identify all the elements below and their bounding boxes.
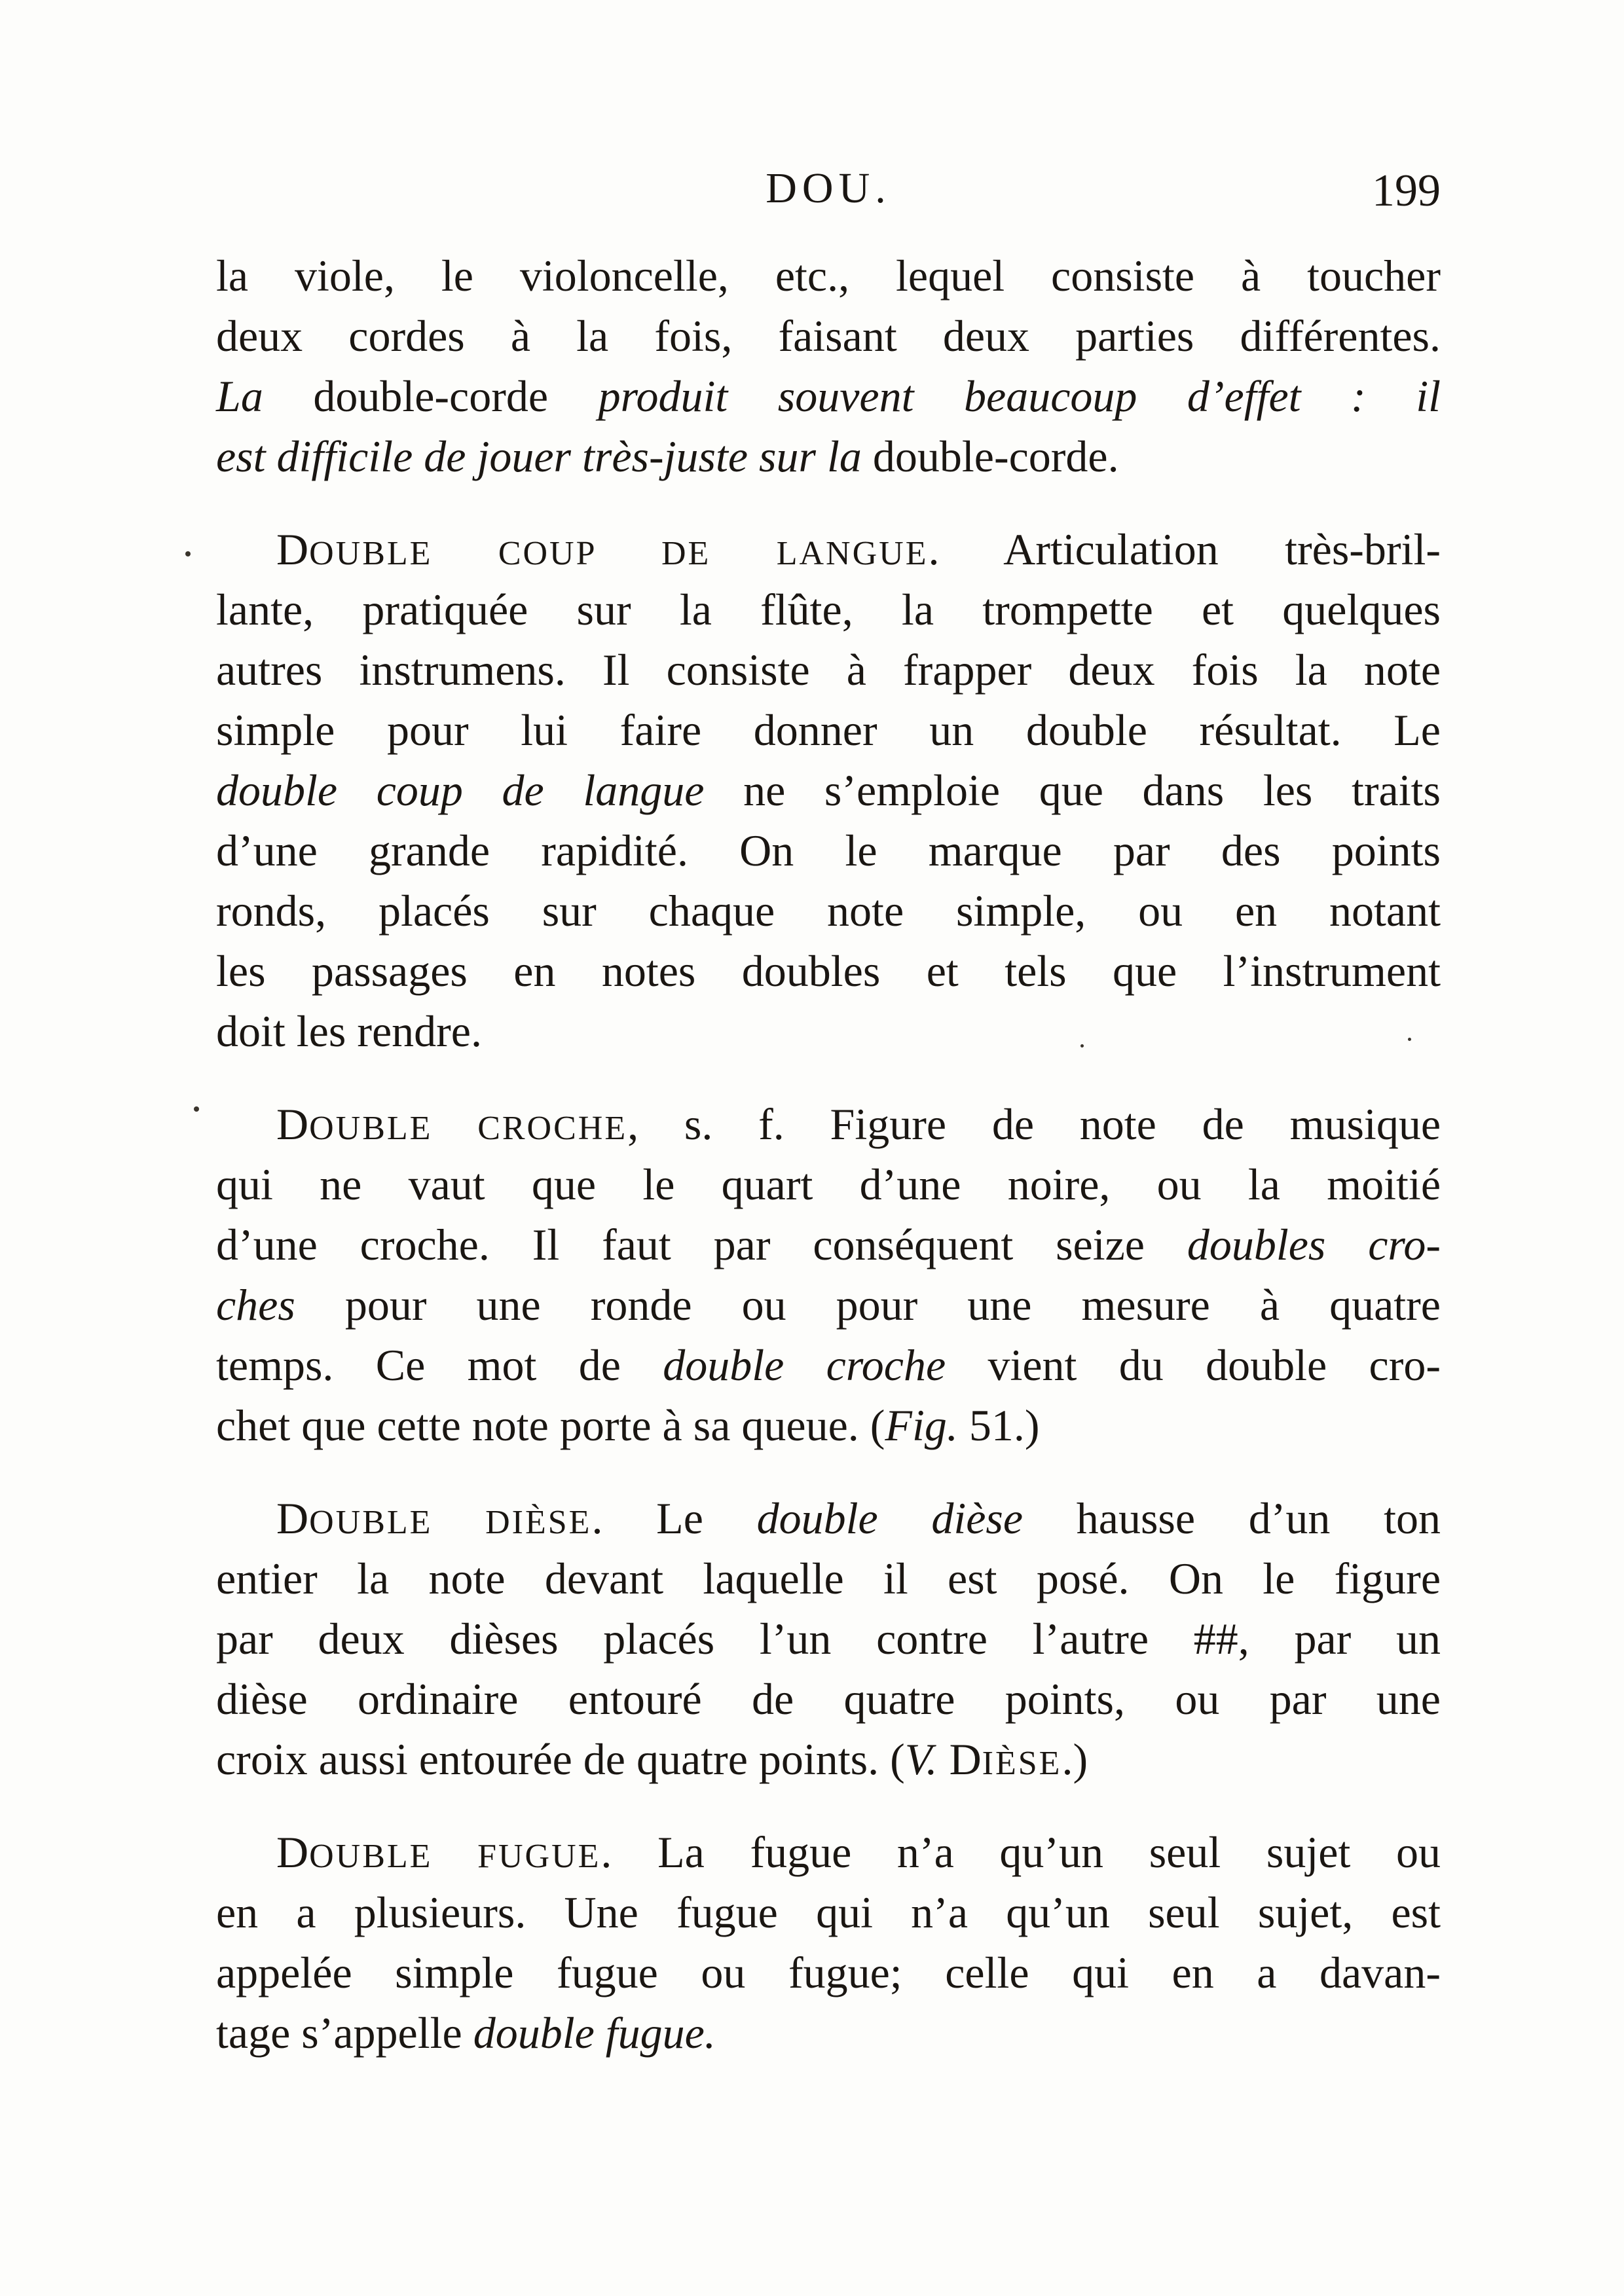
italic-run: V.	[904, 1734, 938, 1784]
headword: OUBLE FUGUE	[309, 1838, 601, 1875]
headword: OUBLE CROCHE	[309, 1110, 628, 1147]
text-run: chet que cette note porte à sa queue. (	[216, 1400, 885, 1450]
headword-initial: D	[937, 1734, 982, 1784]
paragraph-gap	[216, 1061, 1441, 1094]
text-line	[216, 1001, 1441, 1061]
text-line	[216, 579, 1441, 640]
text-line	[216, 1822, 1441, 1882]
text-line	[216, 1942, 1441, 2003]
paragraph-gap	[216, 1455, 1441, 1488]
text-run: par deux dièses placés l’un contre l’autre ##, par un	[216, 1614, 1441, 1664]
paragraph-gap	[216, 486, 1441, 519]
italic-run: Fig.	[885, 1400, 958, 1450]
italic-run: produit souvent beaucoup d’effet : il	[598, 371, 1441, 421]
text-line	[216, 881, 1441, 941]
text-run: qui ne vaut que le quart d’une noire, ou la moitié	[216, 1159, 1441, 1209]
text-run: . Le	[591, 1493, 757, 1543]
text-run: double-corde	[263, 371, 599, 421]
headword: OUBLE DIÈSE	[309, 1504, 592, 1541]
paper-speck	[194, 1106, 199, 1112]
text-run: lante, pratiquée sur la flûte, la trompette et quelques	[216, 585, 1441, 634]
headword-initial: D	[276, 524, 310, 574]
text-line	[216, 1729, 1441, 1789]
italic-run: ches	[216, 1280, 295, 1330]
text-run: autres instrumens. Il consiste à frapper deux fois la note	[216, 645, 1441, 695]
text-run: en a plusieurs. Une fugue qui n’a qu’un seul sujet, est	[216, 1887, 1441, 1937]
paragraph	[216, 519, 1441, 1061]
text-run: ne s’emploie que dans les traits	[704, 765, 1441, 815]
text-run: .)	[1061, 1734, 1088, 1784]
text-line	[216, 1882, 1441, 1942]
page-header	[216, 164, 1441, 229]
text-run: tage s’appelle	[216, 2008, 473, 2058]
text-run: temps. Ce mot de	[216, 1340, 663, 1390]
text-line	[216, 1669, 1441, 1729]
headword: IÈSE	[982, 1745, 1062, 1782]
headword-initial: D	[276, 1493, 310, 1543]
text-line	[216, 1094, 1441, 1154]
text-line	[216, 1395, 1441, 1455]
paragraph	[216, 1488, 1441, 1789]
italic-run: double dièse	[756, 1493, 1024, 1543]
italic-run: est difficile de jouer très-juste sur la	[216, 431, 862, 481]
paragraph	[216, 1094, 1441, 1455]
text-run: . La fugue n’a qu’un seul sujet ou	[600, 1827, 1441, 1877]
text-run: les passages en notes doubles et tels que l’instrument	[216, 946, 1441, 996]
text-run: simple pour lui faire donner un double résultat. Le	[216, 705, 1441, 755]
text-run: entier la note devant laquelle il est posé. On le figure	[216, 1554, 1441, 1603]
text-line	[216, 1335, 1441, 1395]
text-run: double-corde.	[861, 431, 1119, 481]
text-line	[216, 366, 1441, 426]
text-line	[216, 820, 1441, 881]
page-number: 199	[1372, 166, 1441, 216]
headword-initial: D	[276, 1099, 310, 1149]
text-run: vient du double cro-	[946, 1340, 1441, 1390]
text-line	[216, 941, 1441, 1001]
text-run: pour une ronde ou pour une mesure à quatre	[295, 1280, 1441, 1330]
paper-speck	[1080, 1044, 1084, 1048]
text-line	[216, 640, 1441, 700]
text-line	[216, 1548, 1441, 1609]
text-run: . Articulation très-bril-	[928, 524, 1441, 574]
italic-run: double croche	[663, 1340, 946, 1390]
body-text	[216, 246, 1441, 2063]
text-line	[216, 519, 1441, 579]
text-run: d’une croche. Il faut par conséquent seize	[216, 1220, 1187, 1269]
running-head: DOU.	[766, 164, 891, 212]
headword: OUBLE COUP DE LANGUE	[309, 535, 929, 572]
italic-run: double coup de langue	[216, 765, 705, 815]
italic-run: double fugue.	[473, 2008, 716, 2058]
text-run: appelée simple fugue ou fugue; celle qui en a davan-	[216, 1948, 1441, 1997]
text-run: doit les rendre.	[216, 1006, 482, 1056]
text-run: dièse ordinaire entouré de quatre points, ou par une	[216, 1674, 1441, 1724]
text-run: d’une grande rapidité. On le marque par des points	[216, 826, 1441, 875]
paragraph	[216, 1822, 1441, 2063]
paper-speck	[185, 551, 191, 556]
italic-run: doubles cro-	[1187, 1220, 1441, 1269]
text-line	[216, 1609, 1441, 1669]
paragraph-gap	[216, 1789, 1441, 1822]
text-run: la viole, le violoncelle, etc., lequel consiste à toucher	[216, 251, 1441, 301]
paper-speck	[1408, 1038, 1411, 1041]
italic-run: La	[216, 371, 263, 421]
text-line	[216, 700, 1441, 760]
text-run: hausse d’un ton	[1023, 1493, 1441, 1543]
headword-initial: D	[276, 1827, 310, 1877]
text-line	[216, 1214, 1441, 1275]
text-run: , s. f. Figure de note de musique	[627, 1099, 1441, 1149]
text-line	[216, 246, 1441, 306]
text-line	[216, 306, 1441, 366]
text-run: croix aussi entourée de quatre points. (	[216, 1734, 905, 1784]
text-line	[216, 760, 1441, 820]
text-line	[216, 1154, 1441, 1214]
text-run: 51.)	[957, 1400, 1040, 1450]
text-run: ronds, placés sur chaque note simple, ou en notant	[216, 886, 1441, 936]
text-line	[216, 1275, 1441, 1335]
text-line	[216, 1488, 1441, 1548]
text-run: deux cordes à la fois, faisant deux parties différentes.	[216, 311, 1441, 361]
text-line	[216, 2003, 1441, 2063]
text-line	[216, 426, 1441, 486]
paragraph	[216, 246, 1441, 486]
